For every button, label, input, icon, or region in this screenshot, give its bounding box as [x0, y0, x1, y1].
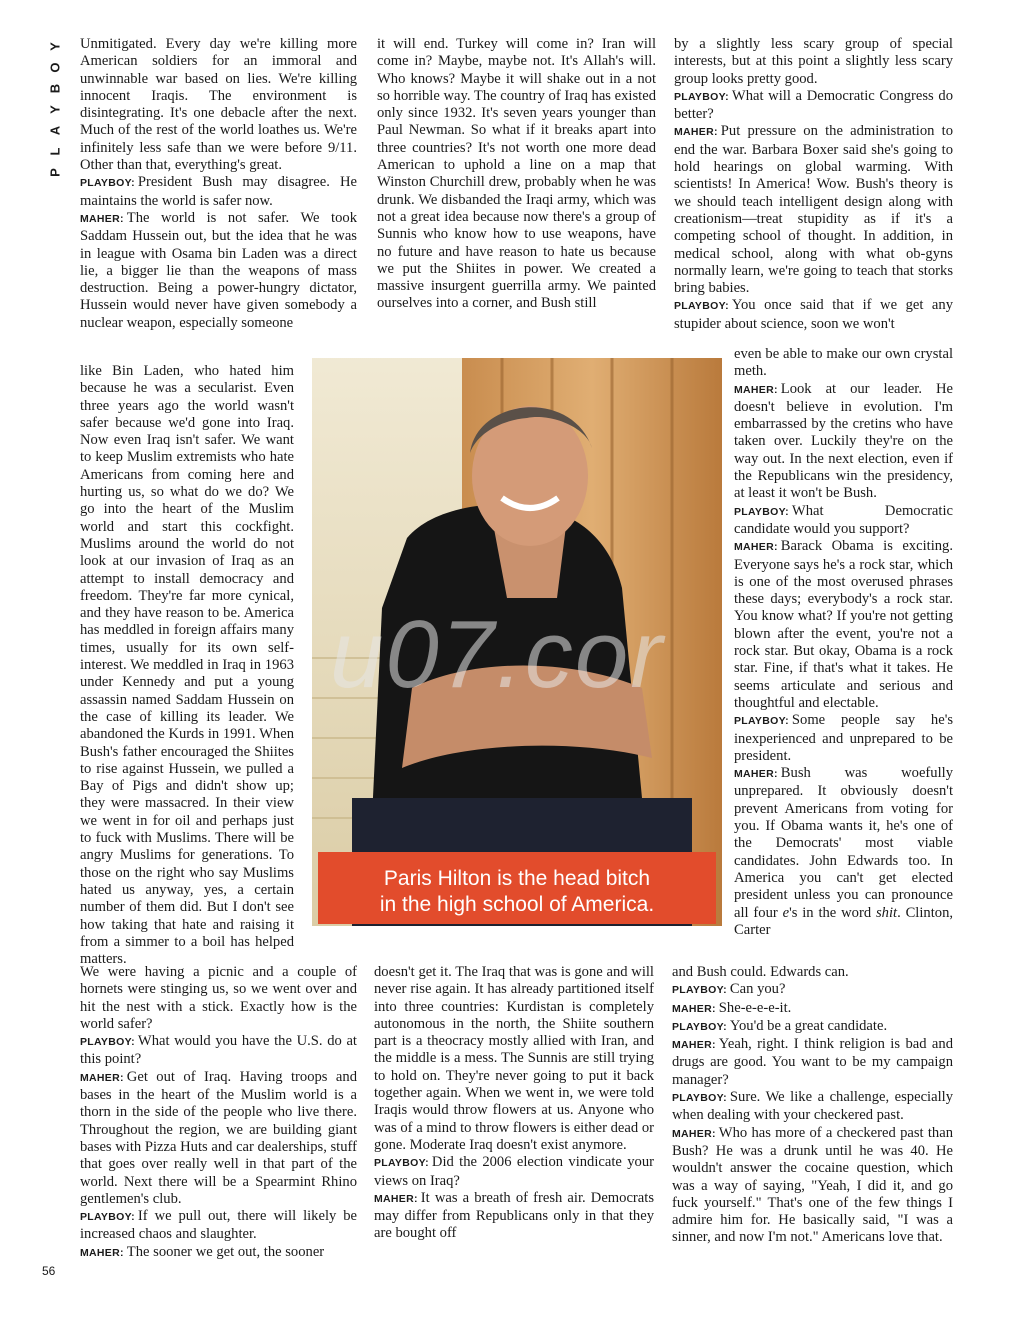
answer: MAHER: Who has more of a checkered past than Bush? He was a drunk until he was 40. He wouldn't answer the cocaine question, which was a way of saying, "Yeah, I did it, and go fuck yourself." That's one of the few things I admire him for. He basically said, "I was a sinner, and now I'm not." Americans love that.	[672, 1124, 953, 1246]
page-number: 56	[42, 1264, 56, 1278]
column-1-top	[80, 36, 357, 332]
speaker-label: MAHER:	[80, 1071, 124, 1084]
question: PLAYBOY: You once said that if we get any stupider about science, soon we won't	[674, 297, 953, 332]
column-3-top	[674, 36, 953, 333]
question: PLAYBOY: You'd be a great candidate.	[672, 1017, 888, 1034]
paragraph: even be able to make our own crystal meth.	[734, 346, 953, 380]
speaker-label: MAHER:	[674, 126, 718, 139]
answer: MAHER: Barack Obama is exciting. Everyone says he's a rock star, which is one of the most overused phrases these days; everybody's a rock star. You know what? If you're not getting blown after the event, you're not a rock star. But okay, Obama is a rock star. Fine, if that's what it takes. He seems articulate and serious and thoughtful and electable.	[734, 538, 953, 711]
masthead-letter: P	[47, 168, 63, 177]
masthead-letter: Y	[47, 105, 63, 114]
question: PLAYBOY: If we pull out, there will likely be increased chaos and slaughter.	[80, 1208, 357, 1243]
masthead-letter: Y	[47, 42, 63, 51]
speaker-label: MAHER:	[734, 768, 778, 781]
answer: MAHER: Yeah, right. I think religion is bad and drugs are good. You want to be my campaign manager?	[672, 1036, 953, 1088]
paragraph: and Bush could. Edwards can.	[672, 964, 849, 980]
speaker-label: MAHER:	[672, 1002, 716, 1015]
speaker-label: PLAYBOY:	[80, 1036, 135, 1049]
paragraph: doesn't get it. The Iraq that was is gone and will never rise again. It has already partitioned itself into three countries: Kurdistan is completely autonomous in the north, the Shiite southern part is a theocracy mostly allied with Iran, and the middle is a mess. The Sunnis are still trying to hold on. They're never going to put it back together again. When we went in, we were told Iraqis would throw flowers at us. Anyone who was of a mind to throw flowers is either dead or gone. Moderate Iraq doesn't exist anymore.	[374, 964, 654, 1153]
paragraph: We were having a picnic and a couple of hornets were stinging us, so we went over and hit the nest with a stick. Exactly how is the world safer?	[80, 964, 357, 1032]
pull-quote-caption	[318, 852, 716, 924]
column-3-bottom	[672, 964, 953, 1247]
column-1-narrow	[80, 363, 294, 968]
speaker-label: MAHER:	[80, 212, 124, 225]
watermark: u07.cor	[330, 601, 665, 708]
speaker-label: PLAYBOY:	[80, 1211, 135, 1224]
column-2-bottom	[374, 964, 654, 1243]
question: PLAYBOY: Some people say he's inexperienced and unprepared to be president.	[734, 712, 953, 764]
paragraph: Unmitigated. Every day we're killing more American soldiers for an immoral and unwinnable war based on lies. We're killing innocent Iraqis. The environment is disintegrating. It's one debacle after the next. Much of the rest of the world loathes us. We're infinitely less safe than we were before 9/11. Other than that, everything's great.	[80, 36, 357, 174]
column-3-narrow	[734, 346, 953, 939]
speaker-label: PLAYBOY:	[672, 984, 727, 997]
answer: MAHER: Get out of Iraq. Having troops and bases in the heart of the Muslim world is a thorn in the side of the people who live there. Throughout the region, we are building giant bases with Pizza Huts and car dealerships, stuff that goes over really well in that part of the world. Next there will be a Spearmint Rhino gentlemen's club.	[80, 1068, 357, 1207]
speaker-label: PLAYBOY:	[672, 1092, 727, 1105]
column-2-top	[377, 36, 656, 313]
answer: MAHER: She-e-e-e-it.	[672, 999, 792, 1016]
question: PLAYBOY: Can you?	[672, 981, 786, 998]
paragraph: by a slightly less scary group of special interests, but at this point a slightly less scary group looks pretty good.	[674, 36, 953, 87]
answer: MAHER: It was a breath of fresh air. Democrats may differ from Republicans only in that they are bought off	[374, 1189, 654, 1242]
speaker-label: PLAYBOY:	[674, 90, 729, 103]
speaker-label: MAHER:	[672, 1039, 716, 1052]
speaker-label: PLAYBOY:	[734, 715, 789, 728]
speaker-label: MAHER:	[80, 1246, 124, 1259]
question: PLAYBOY: President Bush may disagree. He maintains the world is safer now.	[80, 174, 357, 209]
speaker-label: MAHER:	[734, 541, 778, 554]
answer: MAHER: The world is not safer. We took Saddam Hussein out, but the idea that he was in league with Osama bin Laden was a direct lie, a bigger lie than the weapons of mass destruction. Being a power-hungry dictator, Hussein would never have given somebody a nuclear weapon, especially someone	[80, 209, 357, 331]
answer: MAHER: Put pressure on the administration to end the war. Barbara Boxer said she's going to hold hearings on global warming. With scientists! In America! Wow. Bush's theory is we should teach intelligent design along with creationism—treat stupidity as if it's a competing school of thought. In addition, in medical school, along with what ob-gyns normally learn, we're going to teach that storks bring babies.	[674, 123, 953, 297]
caption-line: in the high school of America.	[379, 893, 655, 916]
question: PLAYBOY: Sure. We like a challenge, especially when dealing with your checkered past.	[672, 1089, 953, 1124]
speaker-label: PLAYBOY:	[80, 177, 135, 190]
paragraph: it will end. Turkey will come in? Iran will come in? Maybe, maybe not. It's Allah's will. Who knows? Maybe it will shake out in a not so horrible way. The country of Iraq has existed only since 1932. It's seven years younger than Paul Newman. So what if it breaks apart into three countries? It's not worth one more dead American to uphold a line on a map that Winston Churchill drew, probably when he was drunk. We disbanded the Iraqi army, which was not a great idea because now there's a group of Sunnis who know how to use weapons, have no future and have reason to hate us because we put the Shiites in power. We created a massive insurgent guerrilla army. We painted ourselves into a corner, and Bush still	[377, 36, 656, 312]
column-1-bottom	[80, 964, 357, 1262]
question: PLAYBOY: Did the 2006 election vindicate your views on Iraq?	[374, 1154, 654, 1189]
paragraph: like Bin Laden, who hated him because he was a secularist. Even three years ago the world wasn't safer because we'd gone into Iraq. Now even Iraq isn't safer. We want to keep Muslim extremists who hate Americans from coming here and hurting us, so what do we do? We go into the heart of the Muslim world and start this cockfight. Muslims around the world do not look at our invasion of Iraq as an attempt to install democracy and freedom. They're far more cynical, and they have reason to be. America has meddled in foreign affairs many times, usually for its own self-interest. We meddled in Iraq in 1963 under Kennedy and put a young assassin named Saddam Hussein on the case of killing its leader. We abandoned the Kurds in 1991. When Bush's father encouraged the Shiites to rise against Hussein, we pulled a Bay of Pigs and didn't show up; they were massacred. In their view we went in for oil and perhaps just to fuck with Muslims. There will be angry Muslims for generations. To those on the right who say Muslims hated us anyway, yes, a certain number of them did. But I don't see how taking that hate and raising it from a simmer to a boil has helped matters.	[80, 363, 294, 968]
answer: MAHER: Bush was woefully unprepared. It obviously doesn't prevent Americans from voting for you. If Obama wants it, he's one of the Democrats' most viable candidates. John Edwards too. In America you can't get elected president unless you can pronounce all four e's in the word shit. Clinton, Carter	[734, 765, 954, 938]
speaker-label: MAHER:	[734, 383, 778, 396]
speaker-label: MAHER:	[374, 1192, 418, 1205]
speaker-label: PLAYBOY:	[374, 1157, 429, 1170]
speaker-label: PLAYBOY:	[672, 1020, 727, 1033]
speaker-label: PLAYBOY:	[734, 505, 789, 518]
caption-line: Paris Hilton is the head bitch	[383, 867, 651, 890]
masthead-letter: A	[47, 125, 63, 136]
question: PLAYBOY: What would you have the U.S. do at this point?	[80, 1033, 357, 1068]
speaker-label: PLAYBOY:	[674, 300, 729, 313]
question: PLAYBOY: What Democratic candidate would you support?	[734, 502, 953, 537]
playboy-vertical-masthead	[43, 36, 67, 186]
masthead-letter: L	[47, 147, 63, 156]
question: PLAYBOY: What will a Democratic Congress do better?	[674, 87, 953, 123]
answer: MAHER: The sooner we get out, the sooner	[80, 1243, 325, 1260]
speaker-label: MAHER:	[672, 1127, 716, 1140]
masthead-letter: O	[47, 62, 63, 73]
masthead-letter: B	[47, 83, 63, 94]
answer: MAHER: Look at our leader. He doesn't believe in evolution. I'm embarrassed by the cretins who have taken over. Luckily they're on the way out. In the next election, even if the Republicans win the presidency, at least it won't be Bush.	[734, 380, 953, 502]
